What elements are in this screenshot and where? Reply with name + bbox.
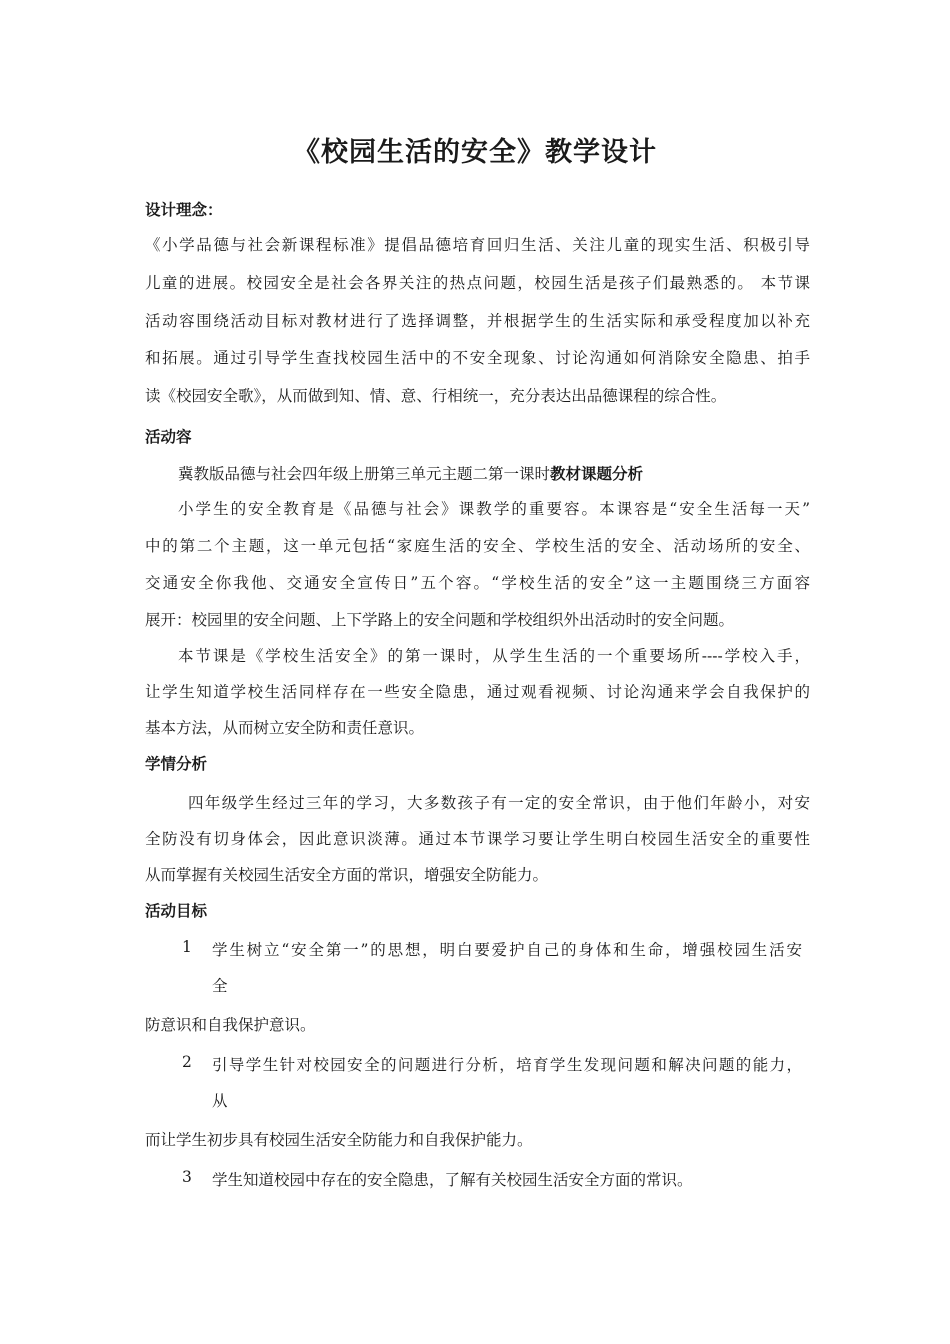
objectives-heading: 活动目标 [145,901,208,920]
design-concept-line: 儿童的进展。校园安全是社会各界关注的热点问题，校园生活是孩子们最熟悉的。 本节课 [145,274,810,292]
learning-analysis-heading: 学情分析 [145,754,208,773]
learning-analysis-line: 全防没有切身体会，因此意识淡薄。通过本节课学习要让学生明白校园生活安全的重要性 [145,830,810,848]
design-concept-line: 和拓展。通过引导学生查找校园生活中的不安全现象、讨论沟通如何消除安全隐患、拍手 [145,349,810,367]
activity-content-heading: 活动容 [145,427,192,446]
design-concept-heading: 设计理念： [145,200,223,219]
analysis-line: 展开：校园里的安全问题、上下学路上的安全问题和学校组织外出活动时的安全问题。 [145,611,735,629]
design-concept-line: 《小学品德与社会新课程标准》提倡品德培育回归生活、关注儿童的现实生活、积极引导 [145,236,810,254]
design-concept-line: 读《校园安全歌》，从而做到知、情、意、行相统一，充分表达出品德课程的综合性。 [145,387,727,405]
objective-line: 引导学生针对校园安全的问题进行分析，培育学生发现问题和解决问题的能力， [212,1056,802,1074]
objective-line: 学生知道校园中存在的安全隐患，了解有关校园生活安全方面的常识。 [212,1171,693,1189]
objective-line: 全 [212,977,228,995]
analysis-line: 中的第二个主题，这一单元包括“家庭生活的安全、学校生活的安全、活动场所的安全、 [145,537,810,555]
learning-analysis-line: 从而掌握有关校园生活安全方面的常识，增强安全防能力。 [145,866,549,884]
document-title: 《校园生活的安全》教学设计 [293,137,657,168]
objective-continuation: 而让学生初步具有校园生活安全防能力和自我保护能力。 [145,1131,533,1149]
objective-number: 1 [182,938,192,956]
objective-number: 3 [182,1168,192,1186]
intro-text: 冀教版品德与社会四年级上册第三单元主题二第一课时 [178,465,551,483]
analysis-line: 基本方法，从而树立安全防和责任意识。 [145,719,425,737]
design-concept-line: 活动容围绕活动目标对教材进行了选择调整，并根据学生的生活实际和承受程度加以补充 [145,312,810,330]
intro-bold-text: 教材课题分析 [550,464,644,483]
objective-line: 从 [212,1092,228,1110]
analysis-line: 本节课是《学校生活安全》的第一课时，从学生生活的一个重要场所----学校入手， [178,647,810,665]
activity-content-intro [178,462,643,484]
analysis-line: 交通安全你我他、交通安全宣传日”五个容。“学校生活的安全”这一主题围绕三方面容 [145,574,810,592]
objective-line: 学生树立“安全第一”的思想，明白要爱护自己的身体和生命，增强校园生活安 [212,941,802,959]
analysis-line: 让学生知道学校生活同样存在一些安全隐患，通过观看视频、讨论沟通来学会自我保护的 [145,683,810,701]
objective-number: 2 [182,1053,192,1071]
analysis-line: 小学生的安全教育是《品德与社会》课教学的重要容。本课容是“安全生活每一天” [178,500,810,518]
objective-continuation: 防意识和自我保护意识。 [145,1016,316,1034]
learning-analysis-line: 四年级学生经过三年的学习，大多数孩子有一定的安全常识，由于他们年龄小，对安 [188,794,810,812]
